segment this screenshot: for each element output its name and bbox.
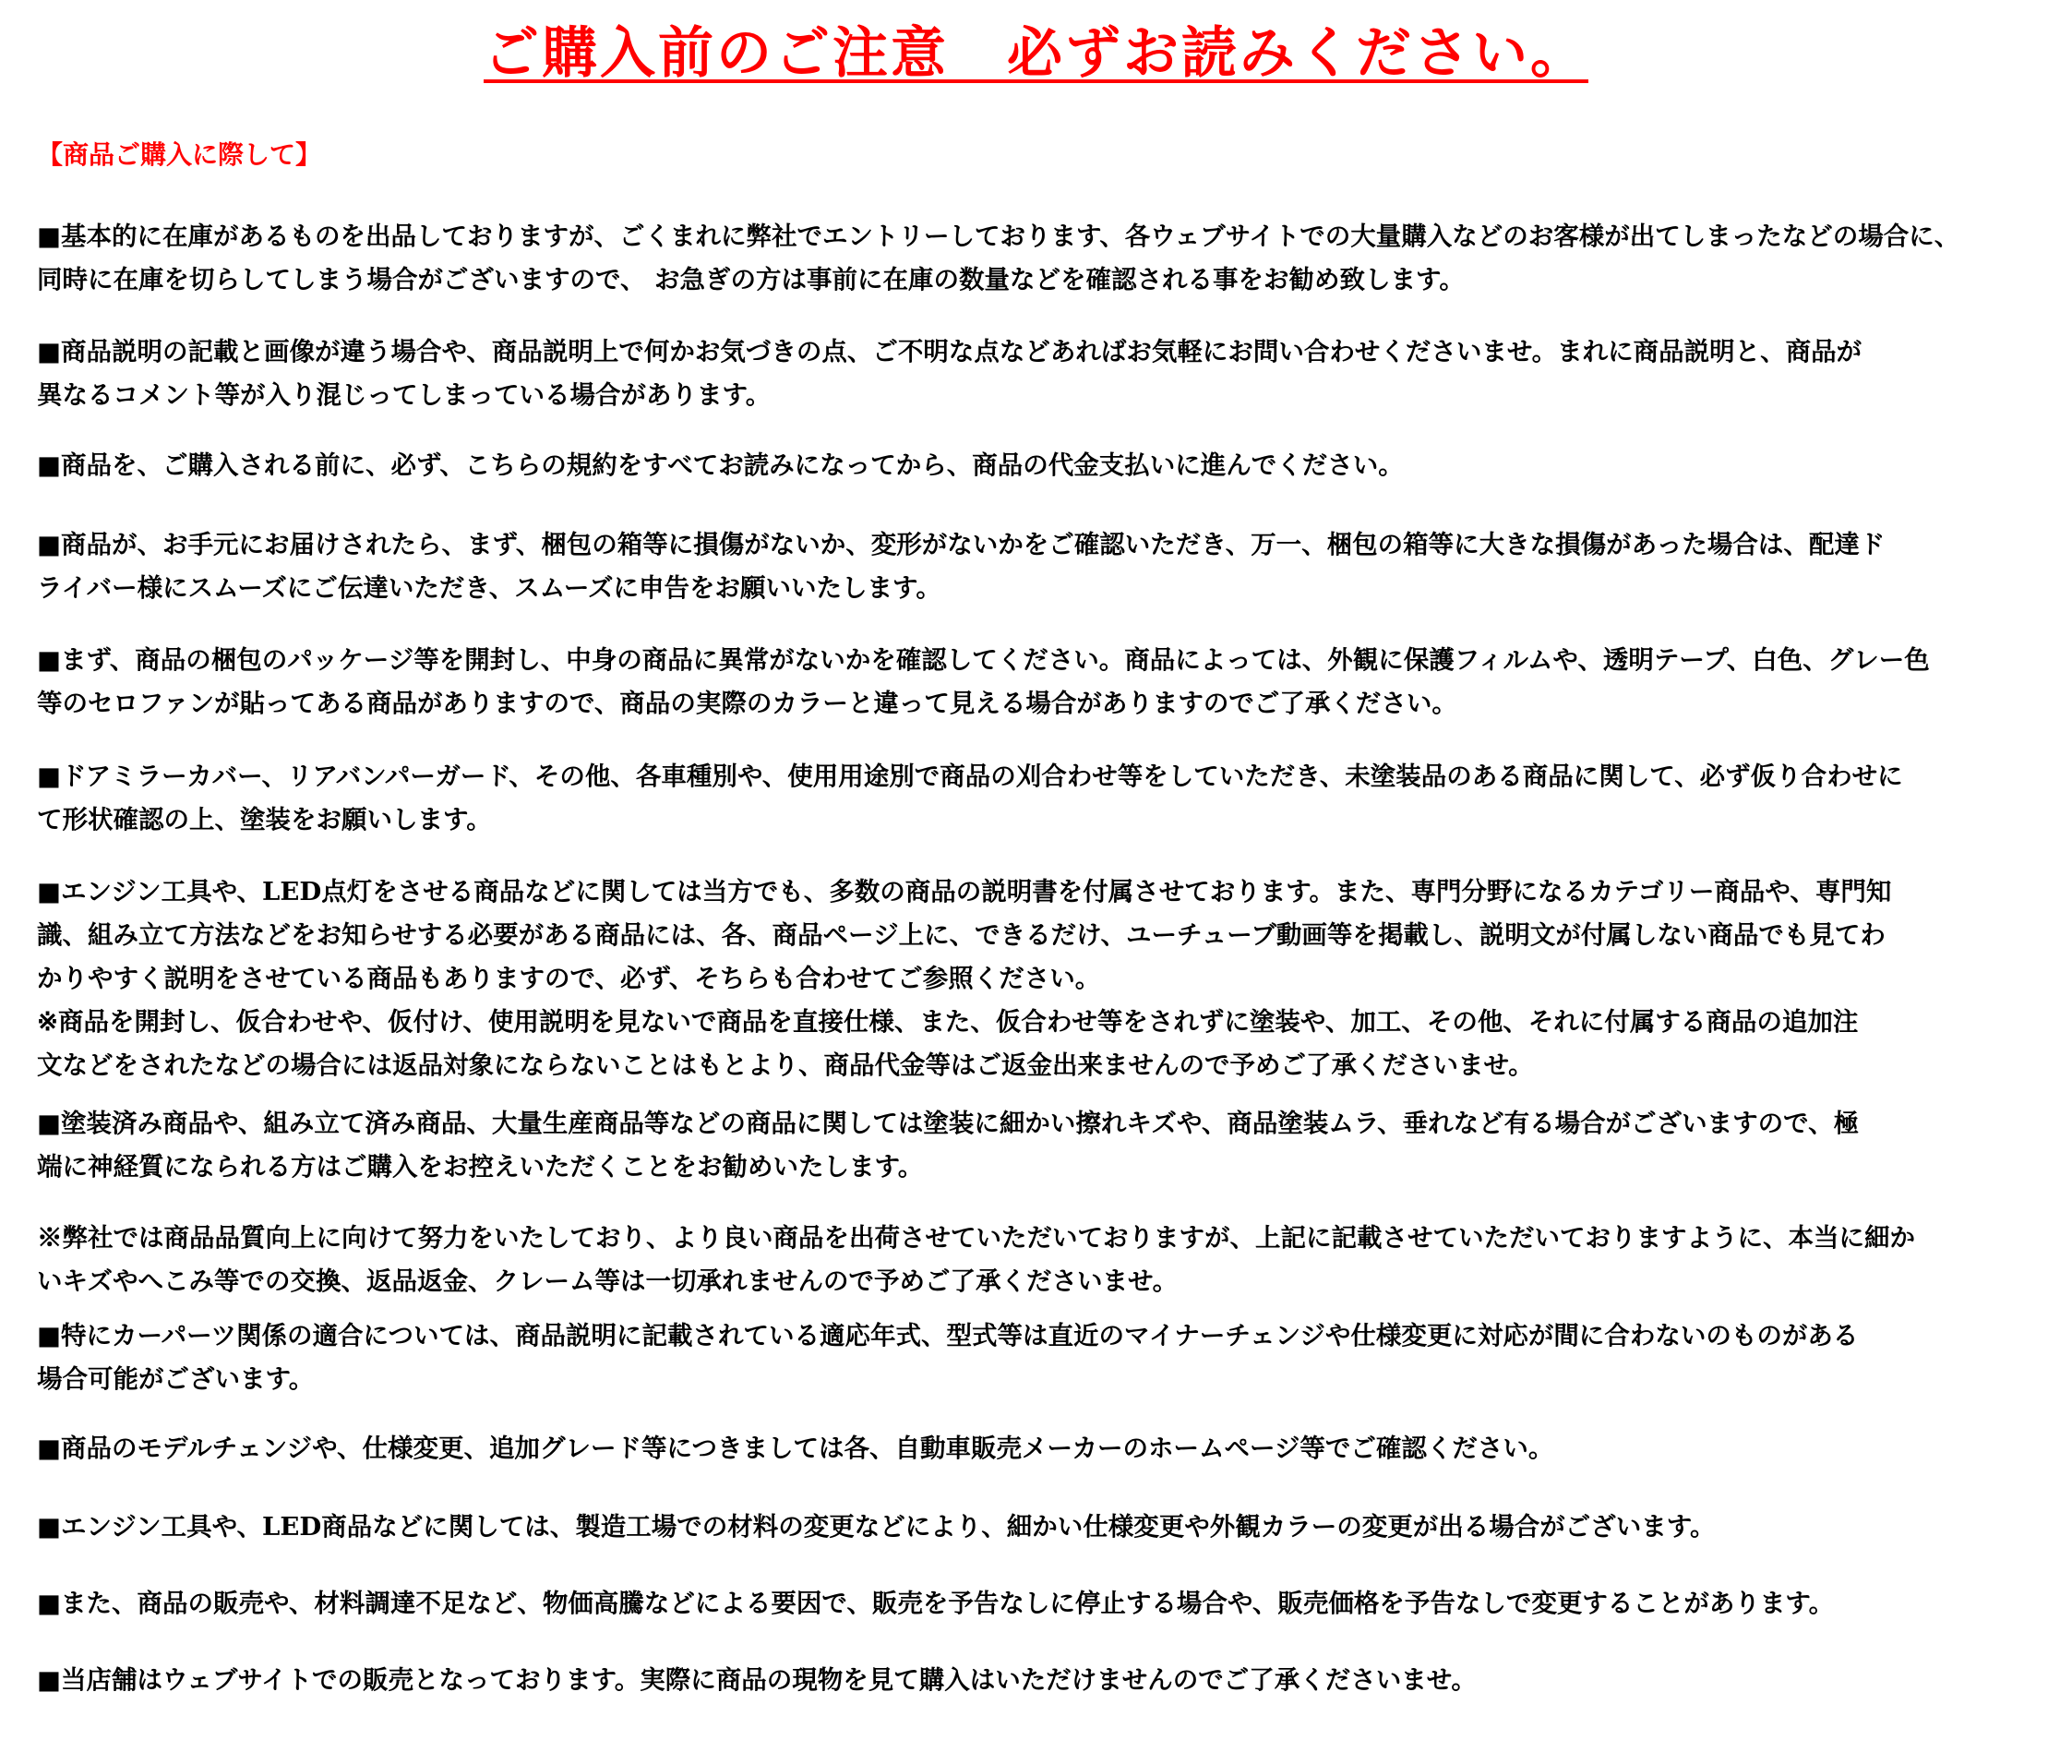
notice-paragraph-quality: ※弊社では商品品質向上に向けて努力をいたしており、より良い商品を出荷させていただいておりますが、上記に記載させていただいておりますように、本当に細か いキズやへこみ等での交換、返品返金、クレーム等は一切承れませんので予めご了承くださいませ。 <box>37 1223 1915 1296</box>
notice-paragraph-delivery-damage: ■商品が、お手元にお届けされたら、まず、梱包の箱等に損傷がないか、変形がないかをご確認いただき、万一、梱包の箱等に大きな損傷があった場合は、配達ド ライバー様にスムーズにご伝達いただき、スムーズに申告をお願いいたします。 <box>37 530 1886 603</box>
notice-paragraph-test-fit: ■ドアミラーカバー、リアバンパーガード、その他、各車種別や、使用用途別で商品の刈合わせ等をしていただき、未塗装品のある商品に関して、必ず仮り合わせに て形状確認の上、塗装をお願いします。 <box>37 762 1903 834</box>
notice-paragraph-terms: ■商品を、ご購入される前に、必ず、こちらの規約をすべてお読みになってから、商品の代金支払いに進んでください。 <box>37 450 1404 480</box>
notice-paragraph-online-only: ■当店舗はウェブサイトでの販売となっております。実際に商品の現物を見て購入はいただけませんのでご了承くださいませ。 <box>37 1665 1477 1695</box>
notice-paragraph-description: ■商品説明の記載と画像が違う場合や、商品説明上で何かお気づきの点、ご不明な点などあればお気軽にお問い合わせくださいませ。まれに商品説明と、商品が 異なるコメント等が入り混じってしまっている場合があります。 <box>37 337 1862 410</box>
section-heading: 【商品ご購入に際して】 <box>37 139 322 170</box>
page-title-text: ご購入前のご注意 必ずお読みください。 <box>484 21 1588 86</box>
notice-paragraph-package-check: ■まず、商品の梱包のパッケージ等を開封し、中身の商品に異常がないかを確認してください。商品によっては、外観に保護フィルムや、透明テープ、白色、グレー色 等のセロファンが貼ってある商品がありますので、商品の実際のカラーと違って見える場合がありますのでご了承ください。 <box>37 645 1930 718</box>
notice-paragraph-manuals: ■エンジン工具や、LED点灯をさせる商品などに関しては当方でも、多数の商品の説明書を付属させております。また、専門分野になるカテゴリー商品や、専門知 識、組み立て方法などをお知らせする必要がある商品には、各、商品ページ上に、できるだけ、ユーチューブ動画等を掲載し、説明文が付属しない商品でも見てわ かりやすく説明をさせている商品もありますので、必ず、そちらも合わせてご参照ください。 ※商品を開封し、仮合わせや、仮付け、使用説明を見ないで商品を直接仕様、また、仮合わせ等をされずに塗装や、加工、その他、それに付属する商品の追加注 文などをされたなどの場合には返品対象にならないことはもとより、商品代金等はご返金出来ませんので予めご了承くださいませ。 <box>37 877 1892 1080</box>
page-title <box>0 17 2072 90</box>
notice-paragraph-spec-change: ■エンジン工具や、LED商品などに関しては、製造工場での材料の変更などにより、細かい仕様変更や外観カラーの変更が出る場合がございます。 <box>37 1512 1716 1542</box>
notice-paragraph-sales-stop: ■また、商品の販売や、材料調達不足など、物価高騰などによる要因で、販売を予告なしに停止する場合や、販売価格を予告なしで変更することがあります。 <box>37 1589 1835 1618</box>
notice-paragraph-painted-products: ■塗装済み商品や、組み立て済み商品、大量生産商品等などの商品に関しては塗装に細かい擦れキズや、商品塗装ムラ、垂れなど有る場合がございますので、極 端に神経質になられる方はご購入をお控えいただくことをお勧めいたします。 <box>37 1109 1860 1182</box>
notice-paragraph-model-change: ■商品のモデルチェンジや、仕様変更、追加グレード等につきましては各、自動車販売メーカーのホームページ等でご確認ください。 <box>37 1434 1554 1463</box>
notice-paragraph-fitment: ■特にカーパーツ関係の適合については、商品説明に記載されている適応年式、型式等は直近のマイナーチェンジや仕様変更に対応が間に合わないのものがある 場合可能がございます。 <box>37 1321 1859 1394</box>
notice-paragraph-stock: ■基本的に在庫があるものを出品しておりますが、ごくまれに弊社でエントリーしております、各ウェブサイトでの大量購入などのお客様が出てしまったなどの場合に、 同時に在庫を切らしてしまう場合がございますので、 お急ぎの方は事前に在庫の数量などを確認される事をお勧め致します。 <box>37 222 1960 294</box>
